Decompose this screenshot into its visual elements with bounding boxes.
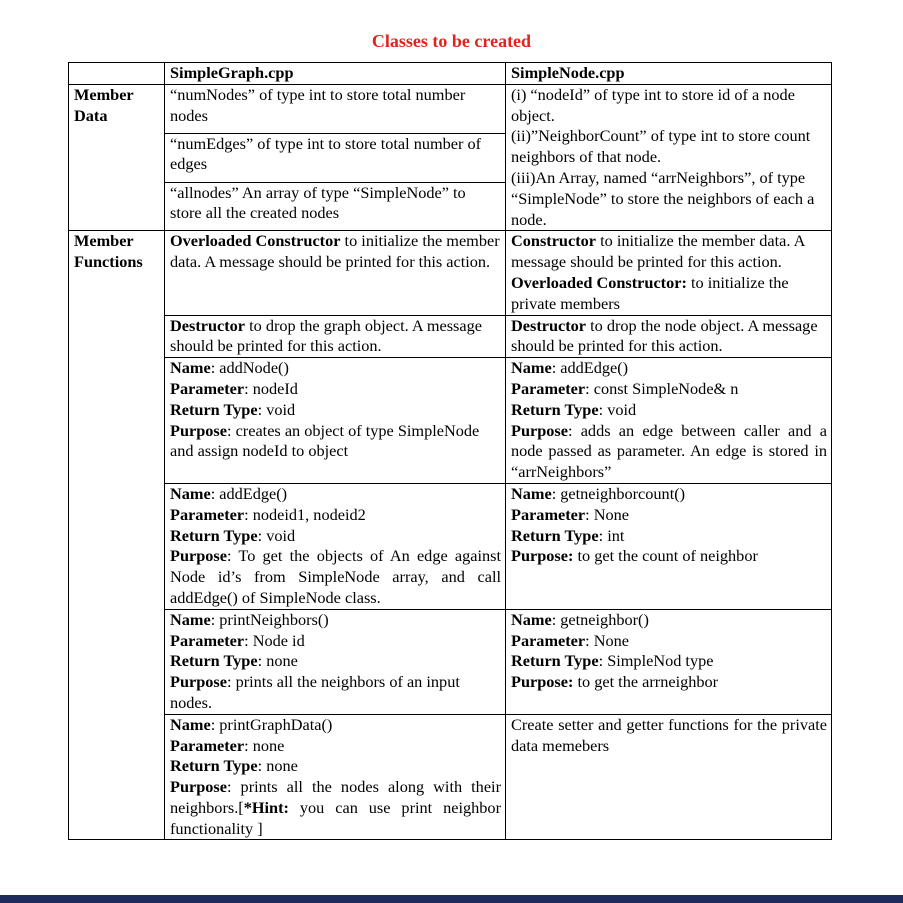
hint-label: *Hint: bbox=[243, 797, 289, 817]
node-data-item-arrneighbors: (iii)An Array, named “arrNeighbors”, of type “SimpleNode” to store the neighbors of each a node. bbox=[511, 167, 815, 229]
node-constructor-cell bbox=[506, 231, 832, 315]
parameter-label: Parameter bbox=[170, 630, 245, 650]
name-label: Name bbox=[511, 358, 552, 378]
table-header-row bbox=[69, 63, 832, 85]
graph-addedge-purpose: : To get the objects of An edge against Node id’s from SimpleNode array, and call addEdge() of SimpleNode class. bbox=[170, 546, 501, 607]
graph-printneighbors-param: : Node id bbox=[244, 630, 305, 650]
member-functions-row-6 bbox=[69, 714, 832, 840]
node-getneighbor-purpose: to get the arrneighbor bbox=[573, 672, 719, 692]
graph-destructor-cell bbox=[165, 315, 506, 358]
graph-printneighbors-return: : none bbox=[257, 651, 298, 671]
graph-printneighbors-purpose: : prints all the neighbors of an input nodes. bbox=[170, 672, 460, 712]
hint-text: you can use print neighbor functionality ] bbox=[170, 797, 501, 838]
node-getneighborcount-param: : None bbox=[585, 504, 629, 524]
purpose-label: Purpose: bbox=[511, 546, 574, 566]
member-functions-row-5 bbox=[69, 609, 832, 714]
member-functions-row-destructor bbox=[69, 315, 832, 358]
node-addedge-param: : const SimpleNode& n bbox=[585, 378, 739, 398]
node-data-item-neighborcount: (ii)”NeighborCount” of type int to store count neighbors of that node. bbox=[511, 126, 811, 167]
node-constructor-desc: to initialize the member data. A message should be printed for this action. bbox=[511, 231, 805, 272]
member-data-label: Member Data bbox=[69, 84, 165, 231]
header-simplegraph: SimpleGraph.cpp bbox=[165, 63, 506, 85]
parameter-label: Parameter bbox=[170, 735, 245, 755]
page-title: Classes to be created bbox=[371, 31, 532, 51]
node-getneighborcount-return: : int bbox=[598, 525, 625, 545]
graph-addnode-name: : addNode() bbox=[210, 358, 289, 378]
graph-addedge-name: : addEdge() bbox=[210, 483, 288, 503]
node-addedge-cell bbox=[506, 358, 832, 484]
return-type-label: Return Type bbox=[170, 399, 258, 419]
member-functions-row-4 bbox=[69, 483, 832, 609]
graph-destructor-title: Destructor bbox=[170, 315, 246, 335]
member-data-row-1 bbox=[69, 84, 832, 133]
node-destructor-title: Destructor bbox=[511, 315, 587, 335]
node-destructor-desc: to drop the node object. A message should be printed for this action. bbox=[511, 315, 818, 356]
graph-addnode-cell bbox=[165, 358, 506, 484]
graph-printgraphdata-purpose: : prints all the nodes along with their neighbors.[ bbox=[170, 777, 501, 817]
graph-printgraphdata-name: : printGraphData() bbox=[210, 714, 333, 734]
graph-addedge-return: : void bbox=[257, 525, 296, 545]
graph-addnode-param: : nodeId bbox=[244, 378, 298, 398]
node-getneighbor-cell bbox=[506, 609, 832, 714]
graph-addedge-cell bbox=[165, 483, 506, 609]
parameter-label: Parameter bbox=[170, 378, 245, 398]
graph-addnode-purpose: : creates an object of type SimpleNode and assign nodeId to object bbox=[170, 420, 480, 461]
return-type-label: Return Type bbox=[170, 651, 258, 671]
header-simplenode: SimpleNode.cpp bbox=[506, 63, 832, 85]
member-functions-row-constructor bbox=[69, 231, 832, 315]
parameter-label: Parameter bbox=[511, 504, 586, 524]
purpose-label: Purpose: bbox=[511, 672, 574, 692]
graph-printneighbors-cell bbox=[165, 609, 506, 714]
graph-constructor-desc: to initialize the member data. A message should be printed for this action. bbox=[170, 231, 500, 272]
node-getneighbor-param: : None bbox=[585, 630, 629, 650]
member-functions-row-3 bbox=[69, 358, 832, 484]
parameter-label: Parameter bbox=[511, 630, 586, 650]
graph-numnodes-cell: “numNodes” of type int to store total number nodes bbox=[165, 84, 506, 133]
node-getneighbor-name: : getneighbor() bbox=[551, 609, 649, 629]
classes-table bbox=[68, 62, 832, 840]
node-getneighborcount-purpose: to get the count of neighbor bbox=[573, 546, 758, 566]
name-label: Name bbox=[170, 609, 211, 629]
graph-printgraphdata-return: : none bbox=[257, 756, 298, 776]
return-type-label: Return Type bbox=[511, 525, 599, 545]
purpose-label: Purpose bbox=[511, 420, 568, 440]
node-getneighborcount-name: : getneighborcount() bbox=[551, 483, 686, 503]
parameter-label: Parameter bbox=[170, 504, 245, 524]
node-constructor-title: Constructor bbox=[511, 231, 597, 251]
graph-allnodes-cell: “allnodes” An array of type “SimpleNode” to store all the created nodes bbox=[165, 182, 506, 231]
node-member-data-cell bbox=[506, 84, 832, 231]
purpose-label: Purpose bbox=[170, 672, 227, 692]
name-label: Name bbox=[170, 358, 211, 378]
name-label: Name bbox=[511, 609, 552, 629]
purpose-label: Purpose bbox=[170, 546, 227, 566]
graph-constructor-title: Overloaded Constructor bbox=[170, 231, 341, 251]
graph-addnode-return: : void bbox=[257, 399, 296, 419]
purpose-label: Purpose bbox=[170, 420, 227, 440]
node-addedge-name: : addEdge() bbox=[551, 358, 629, 378]
node-data-item-nodeid: (i) “nodeId” of type int to store id of a node object. bbox=[511, 84, 795, 125]
graph-destructor-desc: to drop the graph object. A message should be printed for this action. bbox=[170, 315, 482, 356]
graph-addedge-param: : nodeid1, nodeid2 bbox=[244, 504, 366, 524]
graph-numedges-cell: “numEdges” of type int to store total number of edges bbox=[165, 133, 506, 182]
node-destructor-cell bbox=[506, 315, 832, 358]
parameter-label: Parameter bbox=[511, 378, 586, 398]
node-overloaded-constructor-title: Overloaded Constructor: bbox=[511, 272, 687, 292]
name-label: Name bbox=[170, 483, 211, 503]
graph-printneighbors-name: : printNeighbors() bbox=[210, 609, 329, 629]
return-type-label: Return Type bbox=[511, 399, 599, 419]
graph-printgraphdata-param: : none bbox=[244, 735, 285, 755]
node-getneighbor-return: : SimpleNod type bbox=[598, 651, 714, 671]
node-getneighborcount-cell bbox=[506, 483, 832, 609]
node-overloaded-constructor-desc: to initialize the private members bbox=[511, 272, 789, 313]
return-type-label: Return Type bbox=[170, 525, 258, 545]
member-functions-label: Member Functions bbox=[69, 231, 165, 840]
node-addedge-return: : void bbox=[598, 399, 637, 419]
graph-constructor-cell bbox=[165, 231, 506, 315]
purpose-label: Purpose bbox=[170, 777, 227, 797]
return-type-label: Return Type bbox=[511, 651, 599, 671]
node-setter-getter-cell: Create setter and getter functions for the private data memebers bbox=[506, 714, 832, 840]
return-type-label: Return Type bbox=[170, 756, 258, 776]
node-addedge-purpose: : adds an edge between caller and a node passed as parameter. An edge is stored in “arrNeighbors” bbox=[511, 420, 827, 482]
name-label: Name bbox=[170, 714, 211, 734]
header-empty-cell bbox=[69, 63, 165, 85]
name-label: Name bbox=[511, 483, 552, 503]
bottom-bar bbox=[0, 895, 903, 903]
graph-printgraphdata-cell bbox=[165, 714, 506, 840]
